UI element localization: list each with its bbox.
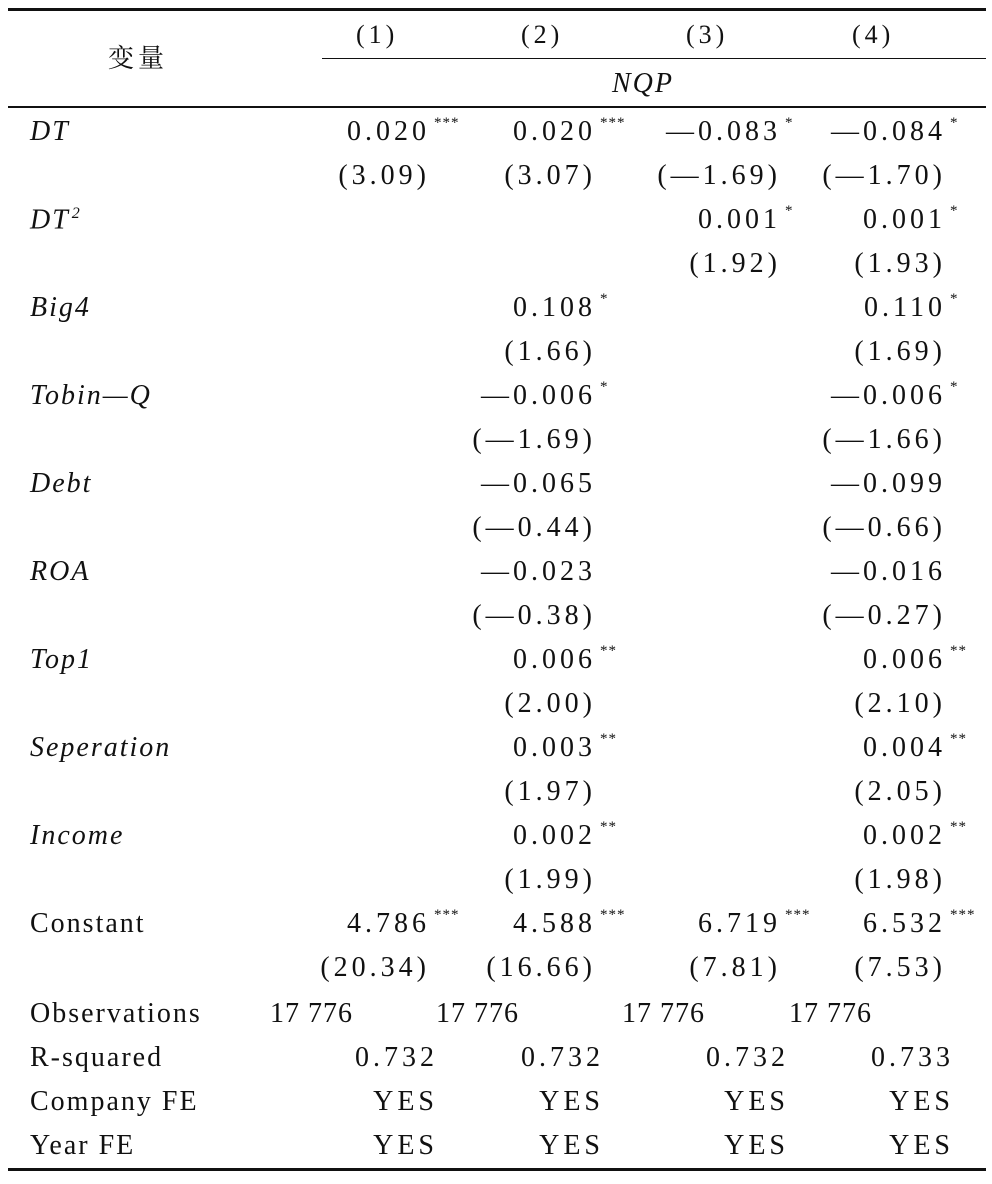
- t-statistic: (—1.69): [657, 160, 781, 191]
- t-statistic: (3.09): [338, 160, 430, 191]
- footer-value: YES: [373, 1130, 438, 1161]
- t-statistic: (7.81): [689, 952, 781, 983]
- significance-stars: *: [785, 115, 794, 131]
- top-rule: [8, 8, 986, 11]
- significance-stars: *: [785, 203, 794, 219]
- footer-value: 0.732: [706, 1042, 789, 1073]
- footer-label: Year FE: [30, 1130, 136, 1161]
- footer-value: 17 776: [622, 998, 705, 1029]
- footer-value: 0.732: [355, 1042, 438, 1073]
- t-statistic: (—1.66): [822, 424, 946, 455]
- t-statistic: (2.00): [504, 688, 596, 719]
- coefficient-value: —0.006: [481, 380, 596, 411]
- significance-stars: *: [600, 379, 609, 395]
- coefficient-value: 0.002: [863, 820, 946, 851]
- significance-stars: **: [600, 731, 617, 747]
- variable-header: 变量: [108, 44, 169, 73]
- coefficient-value: 0.020: [347, 116, 430, 147]
- t-statistic: (16.66): [486, 952, 596, 983]
- t-statistic: (—0.27): [822, 600, 946, 631]
- column-header-4: (4): [852, 20, 895, 49]
- footer-value: 0.732: [521, 1042, 604, 1073]
- footer-value: YES: [724, 1130, 789, 1161]
- t-statistic: (3.07): [504, 160, 596, 191]
- column-header-3: (3): [686, 20, 729, 49]
- row-variable-superscript: 2: [71, 205, 82, 222]
- column-header-2: (2): [521, 20, 564, 49]
- coefficient-value: —0.023: [481, 556, 596, 587]
- t-statistic: (—0.38): [472, 600, 596, 631]
- t-statistic: (1.97): [504, 776, 596, 807]
- footer-label: Observations: [30, 998, 202, 1029]
- t-statistic: (1.66): [504, 336, 596, 367]
- footer-value: YES: [889, 1086, 954, 1117]
- footer-value: YES: [724, 1086, 789, 1117]
- significance-stars: *: [950, 115, 959, 131]
- coefficient-value: 0.001: [698, 204, 781, 235]
- column-header-1: (1): [356, 20, 399, 49]
- header-sub-rule: [322, 58, 986, 59]
- row-variable-name: Top1: [30, 644, 94, 675]
- footer-value: YES: [539, 1086, 604, 1117]
- significance-stars: ***: [600, 115, 626, 131]
- coefficient-value: 4.588: [513, 908, 596, 939]
- coefficient-value: —0.016: [831, 556, 946, 587]
- significance-stars: *: [600, 291, 609, 307]
- t-statistic: (1.92): [689, 248, 781, 279]
- coefficient-value: —0.099: [831, 468, 946, 499]
- significance-stars: **: [950, 643, 967, 659]
- t-statistic: (—1.69): [472, 424, 596, 455]
- row-variable-name: Income: [30, 820, 125, 851]
- row-variable-name: Seperation: [30, 732, 172, 763]
- coefficient-value: 0.020: [513, 116, 596, 147]
- footer-value: 17 776: [789, 998, 872, 1029]
- coefficient-value: —0.006: [831, 380, 946, 411]
- footer-label: R-squared: [30, 1042, 164, 1073]
- row-variable-name: Big4: [30, 292, 91, 323]
- coefficient-value: 0.004: [863, 732, 946, 763]
- coefficient-value: 0.003: [513, 732, 596, 763]
- significance-stars: *: [950, 379, 959, 395]
- row-variable-name: DT $^2$: [30, 204, 82, 236]
- row-variable-name: Tobin—Q: [30, 380, 152, 411]
- significance-stars: **: [950, 731, 967, 747]
- t-statistic: (2.10): [854, 688, 946, 719]
- t-statistic: (—0.44): [472, 512, 596, 543]
- coefficient-value: —0.065: [481, 468, 596, 499]
- row-variable-name: DT: [30, 116, 70, 147]
- footer-value: YES: [539, 1130, 604, 1161]
- row-variable-name: ROA: [30, 556, 91, 587]
- footer-value: 17 776: [270, 998, 353, 1029]
- coefficient-value: 6.719: [698, 908, 781, 939]
- dependent-variable-label: NQP: [612, 68, 674, 99]
- coefficient-value: 0.006: [513, 644, 596, 675]
- t-statistic: (2.05): [854, 776, 946, 807]
- significance-stars: *: [950, 291, 959, 307]
- t-statistic: (1.98): [854, 864, 946, 895]
- coefficient-value: —0.084: [831, 116, 946, 147]
- coefficient-value: 6.532: [863, 908, 946, 939]
- coefficient-value: 0.002: [513, 820, 596, 851]
- significance-stars: *: [950, 203, 959, 219]
- row-variable-name: Constant: [30, 908, 146, 939]
- coefficient-value: 0.006: [863, 644, 946, 675]
- significance-stars: ***: [600, 907, 626, 923]
- footer-value: YES: [373, 1086, 438, 1117]
- footer-value: 17 776: [436, 998, 519, 1029]
- t-statistic: (1.93): [854, 248, 946, 279]
- significance-stars: ***: [434, 115, 460, 131]
- significance-stars: **: [600, 819, 617, 835]
- header-rule: [8, 106, 986, 108]
- coefficient-value: 4.786: [347, 908, 430, 939]
- t-statistic: (7.53): [854, 952, 946, 983]
- footer-value: YES: [889, 1130, 954, 1161]
- footer-label: Company FE: [30, 1086, 199, 1117]
- coefficient-value: 0.110: [864, 292, 946, 323]
- coefficient-value: 0.001: [863, 204, 946, 235]
- significance-stars: ***: [785, 907, 811, 923]
- significance-stars: ***: [434, 907, 460, 923]
- t-statistic: (20.34): [320, 952, 430, 983]
- t-statistic: (1.99): [504, 864, 596, 895]
- coefficient-value: —0.083: [666, 116, 781, 147]
- significance-stars: ***: [950, 907, 976, 923]
- t-statistic: (—1.70): [822, 160, 946, 191]
- footer-value: 0.733: [871, 1042, 954, 1073]
- coefficient-value: 0.108: [513, 292, 596, 323]
- t-statistic: (—0.66): [822, 512, 946, 543]
- t-statistic: (1.69): [854, 336, 946, 367]
- row-variable-name: Debt: [30, 468, 93, 499]
- significance-stars: **: [600, 643, 617, 659]
- bottom-rule: [8, 1168, 986, 1171]
- significance-stars: **: [950, 819, 967, 835]
